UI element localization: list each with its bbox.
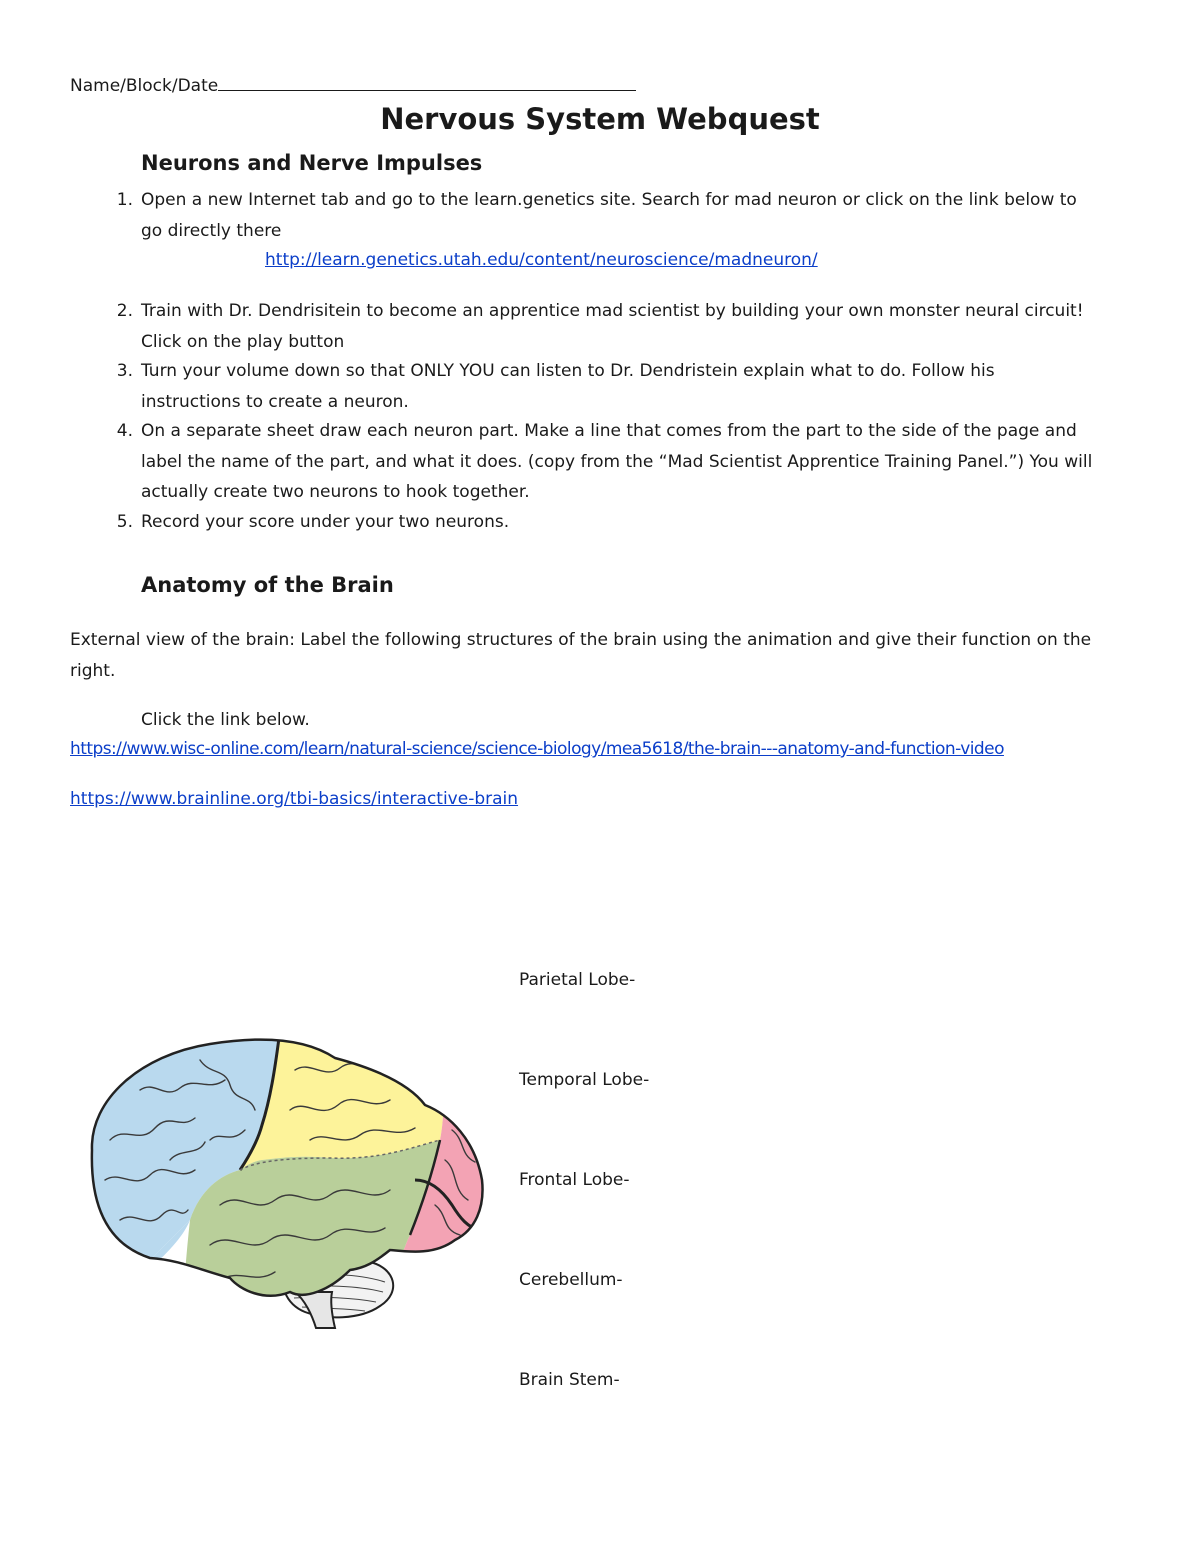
paragraph-line: External view of the brain: Label the following structures of the brain using the animation and give their function on the — [70, 630, 1092, 650]
list-item-text-line: instructions to create a neuron. — [141, 391, 409, 412]
label-parietal-lobe: Parietal Lobe- — [519, 970, 636, 990]
list-item-3 — [116, 356, 995, 417]
list-item-text-line: Turn your volume down so that ONLY YOU can listen to Dr. Dendristein explain what to do. Follow his — [141, 361, 995, 381]
label-cerebellum: Cerebellum- — [519, 1270, 623, 1290]
list-item-text-line: go directly there — [141, 220, 282, 241]
wisc-online-link[interactable]: https://www.wisc-online.com/learn/natural-science/science-biology/mea5618/the-brain---anatomy-and-function-video — [70, 739, 1004, 759]
section-heading-neurons: Neurons and Nerve Impulses — [141, 151, 483, 175]
name-label: Name/Block/Date — [70, 76, 219, 96]
list-item-2 — [116, 296, 1084, 357]
brain-intro-paragraph — [70, 625, 1091, 687]
list-item-1 — [116, 185, 1077, 246]
list-number: 2. — [116, 301, 133, 321]
paragraph-line: right. — [70, 661, 116, 681]
list-item-text-line: Open a new Internet tab and go to the learn.genetics site. Search for mad neuron or click on the link below to — [141, 190, 1077, 210]
page-title: Nervous System Webquest — [380, 102, 820, 136]
list-item-4 — [116, 416, 1093, 508]
label-frontal-lobe: Frontal Lobe- — [519, 1170, 630, 1190]
section-heading-brain: Anatomy of the Brain — [141, 573, 394, 597]
name-block-date — [70, 74, 636, 96]
click-link-instruction: Click the link below. — [141, 710, 310, 730]
list-number: 4. — [116, 421, 133, 441]
list-item-text-line: Train with Dr. Dendrisitein to become an apprentice mad scientist by building your own monster neural circuit! — [141, 301, 1084, 321]
list-item-text-line: Record your score under your two neurons. — [141, 512, 510, 532]
madneuron-link[interactable]: http://learn.genetics.utah.edu/content/neuroscience/madneuron/ — [265, 250, 818, 270]
list-number: 1. — [116, 190, 133, 210]
list-item-text-line: On a separate sheet draw each neuron part. Make a line that comes from the part to the side of the page and — [141, 421, 1077, 441]
list-number: 3. — [116, 361, 133, 381]
list-number: 5. — [116, 512, 133, 532]
label-brain-stem: Brain Stem- — [519, 1370, 620, 1390]
name-blank-line — [218, 74, 636, 91]
brainline-link[interactable]: https://www.brainline.org/tbi-basics/interactive-brain — [70, 789, 519, 809]
brain-diagram — [80, 1030, 490, 1330]
list-item-text-line: label the name of the part, and what it does. (copy from the “Mad Scientist Apprentice Training Panel.”) You will — [141, 451, 1093, 472]
list-item-5 — [116, 507, 510, 538]
label-temporal-lobe: Temporal Lobe- — [519, 1070, 650, 1090]
list-item-text-line: Click on the play button — [141, 331, 345, 352]
list-item-text-line: actually create two neurons to hook together. — [141, 482, 530, 502]
